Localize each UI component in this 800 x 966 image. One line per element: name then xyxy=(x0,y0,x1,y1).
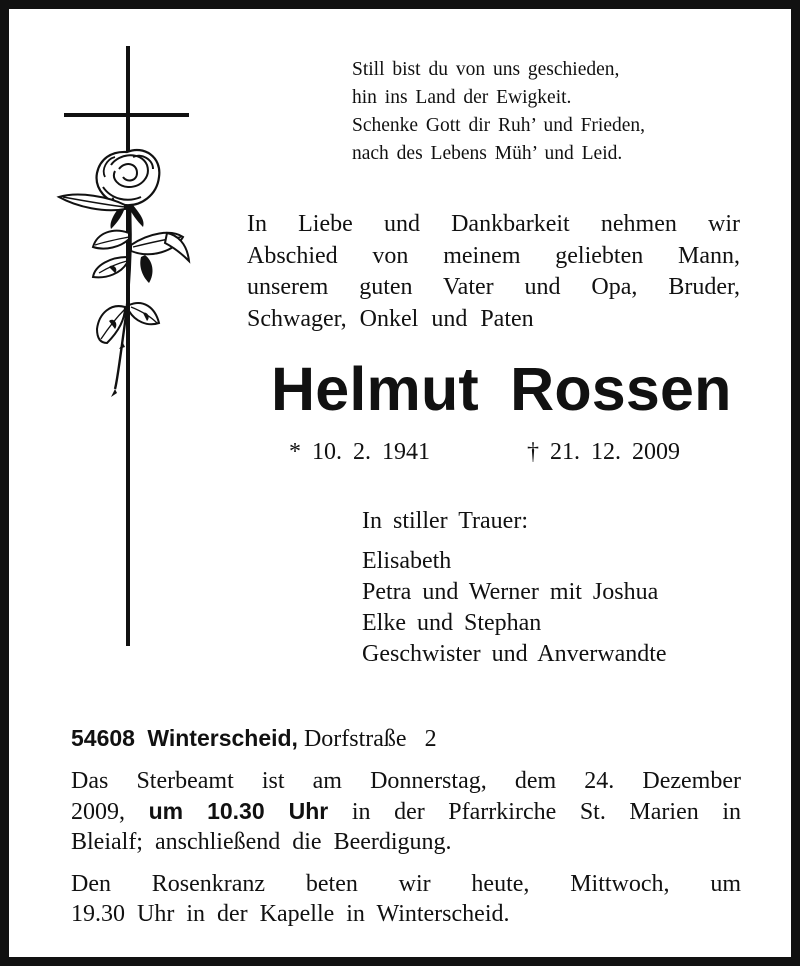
address-city: 54608 Winterscheid, xyxy=(71,725,298,751)
mourner-line: Elke und Stephan xyxy=(362,610,542,636)
intro-line: In Liebe und Dankbarkeit nehmen wir xyxy=(247,211,740,237)
funeral-line xyxy=(71,796,741,827)
farewell-intro xyxy=(247,209,740,335)
rosary-line: 19.30 Uhr in der Kapelle in Winterscheid. xyxy=(71,901,510,927)
rosary-info xyxy=(71,869,741,929)
funeral-location: in der Pfarrkirche St. Marien in xyxy=(351,799,741,825)
address xyxy=(71,723,437,754)
deceased-name: Helmut Rossen xyxy=(271,355,732,423)
rosary-line: Den Rosenkranz beten wir heute, Mittwoch, um xyxy=(71,871,741,897)
mourners-block xyxy=(362,506,667,670)
poem-line: Still bist du von uns geschieden, xyxy=(352,59,620,80)
intro-line: Abschied von meinem geliebten Mann, xyxy=(247,242,740,269)
birth-date: * 10. 2. 1941 xyxy=(289,439,430,465)
poem-line: nach des Lebens Müh’ und Leid. xyxy=(352,143,623,164)
poem-line: hin ins Land der Ewigkeit. xyxy=(352,87,572,108)
cross-with-rose-icon xyxy=(49,37,209,657)
death-date: † 21. 12. 2009 xyxy=(527,439,680,465)
poem-line: Schenke Gott dir Ruh’ und Frieden, xyxy=(352,115,646,136)
funeral-year: 2009, xyxy=(71,799,125,825)
memorial-poem xyxy=(352,56,645,168)
mourner-line: Geschwister und Anverwandte xyxy=(362,641,667,667)
intro-line: unserem guten Vater und Opa, Bruder, xyxy=(247,274,740,300)
mourner-line: Petra und Werner mit Joshua xyxy=(362,579,659,605)
funeral-time: um 10.30 Uhr xyxy=(148,798,329,824)
intro-line: Schwager, Onkel und Paten xyxy=(247,305,534,332)
address-street: Dorfstraße 2 xyxy=(303,726,437,752)
funeral-line: Bleialf; anschließend die Beerdigung. xyxy=(71,829,452,855)
mourning-heading: In stiller Trauer: xyxy=(362,508,528,534)
mourner-line: Elisabeth xyxy=(362,548,452,574)
funeral-info xyxy=(71,766,741,857)
funeral-line: Das Sterbeamt ist am Donnerstag, dem 24. Dezember xyxy=(71,768,741,794)
